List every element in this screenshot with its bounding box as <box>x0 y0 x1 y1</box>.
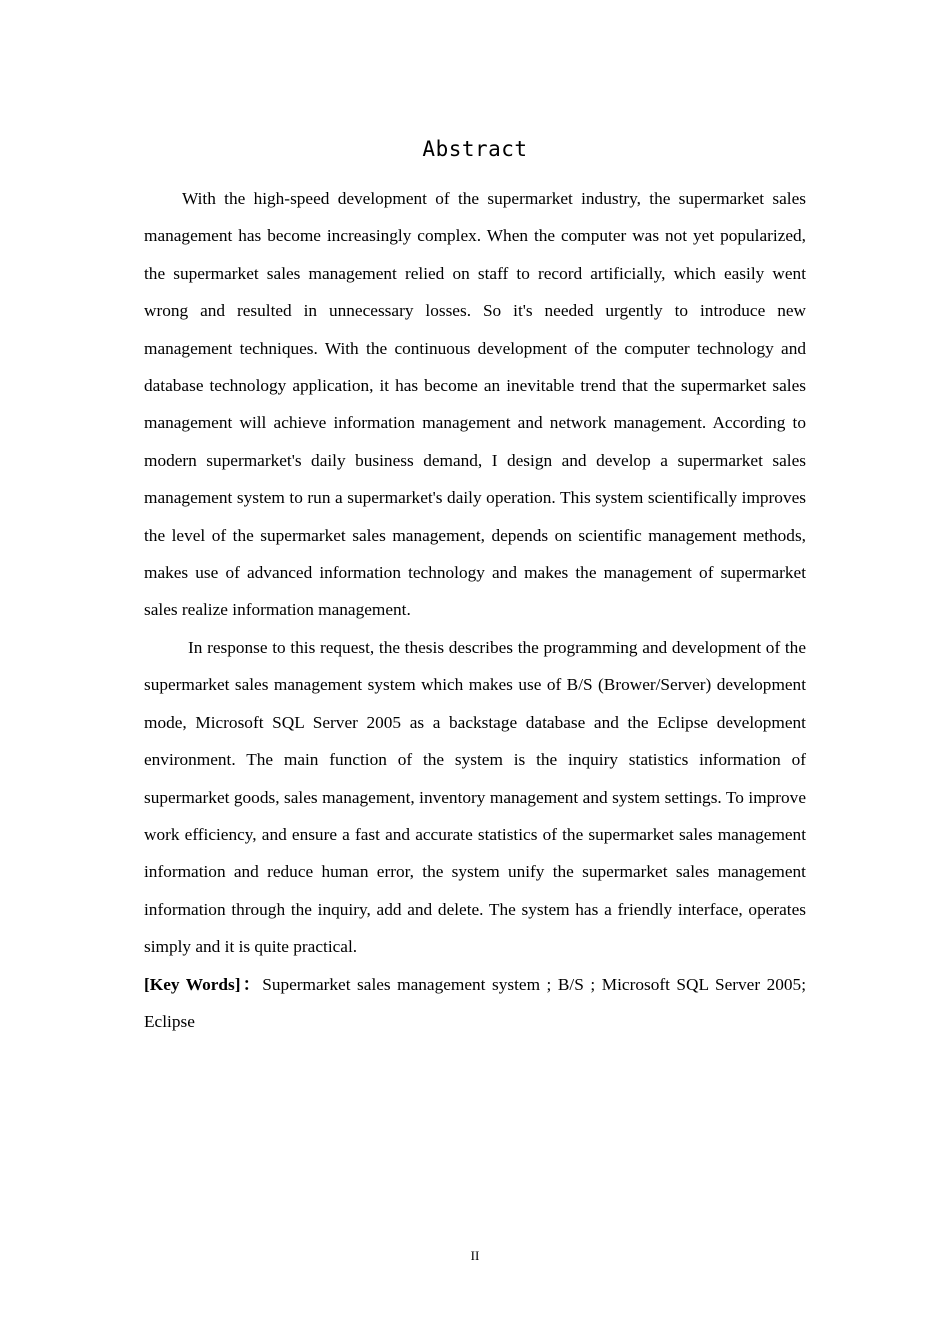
abstract-title: Abstract <box>422 137 528 161</box>
abstract-body <box>144 180 806 1040</box>
abstract-paragraph-1: With the high-speed development of the supermarket industry, the supermarket sales management has become increasingly complex. When the computer was not yet popularized, the supermarket sales management relied on staff to record artificially, which easily went wrong and resulted in unnecessary losses. So it's needed urgently to introduce new management techniques. With the continuous development of the computer technology and database technology application, it has become an inevitable trend that the supermarket sales management will achieve information management and network management. According to modern supermarket's daily business demand, I design and develop a supermarket sales management system to run a supermarket's daily operation. This system scientifically improves the level of the supermarket sales management, depends on scientific management methods, makes use of advanced information technology and makes the management of supermarket sales realize information management. <box>144 189 806 620</box>
keywords-line <box>144 966 806 1041</box>
abstract-paragraph-2: In response to this request, the thesis describes the programming and development of the supermarket sales management system which makes use of B/S (Brower/Server) development mode, Microsoft SQL Server 2005 as a backstage database and the Eclipse development environment. The main function of the system is the inquiry statistics information of supermarket goods, sales management, inventory management and system settings. To improve work efficiency, and ensure a fast and accurate statistics of the supermarket sales management information and reduce human error, the system unify the supermarket sales management information through the inquiry, add and delete. The system has a friendly interface, operates simply and it is quite practical. <box>144 637 806 957</box>
page-number: II <box>470 1248 480 1263</box>
keywords-text: Supermarket sales management system ; B/S ; Microsoft SQL Server 2005; Eclipse <box>144 974 806 1031</box>
keywords-label: [Key Words]： <box>144 974 263 994</box>
